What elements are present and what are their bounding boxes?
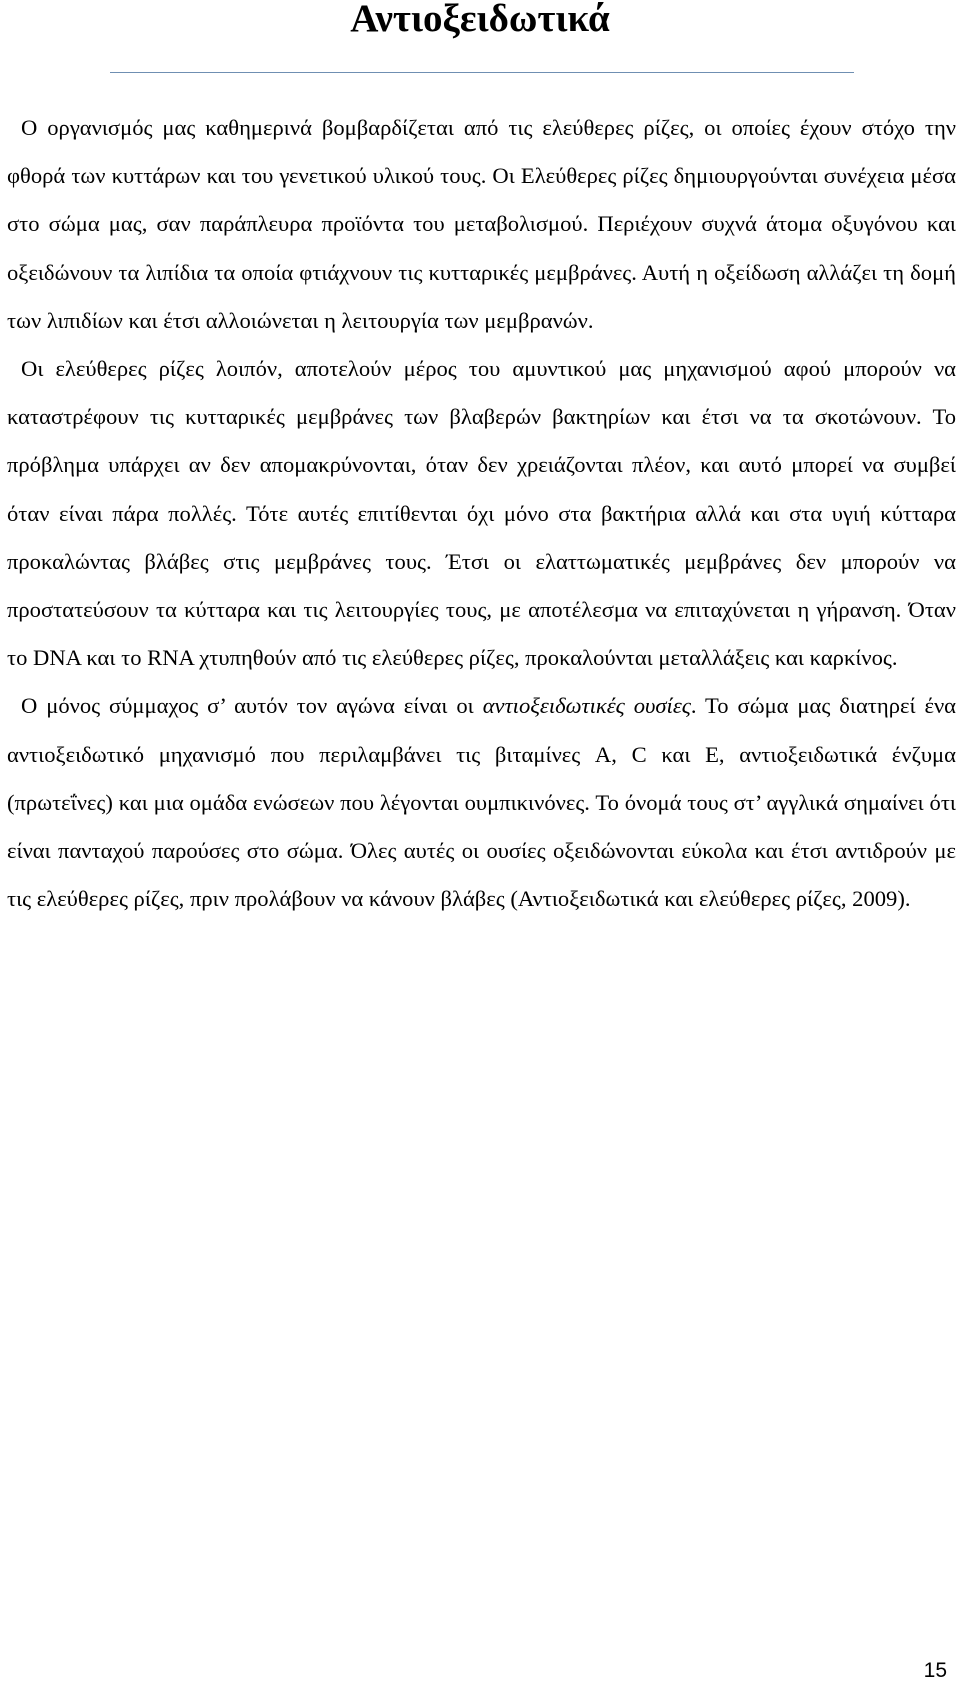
paragraph-antioxidants-start: Ο μόνος σύμμαχος σ’ αυτόν τον αγώνα είναι οι: [21, 693, 483, 719]
paragraph-antioxidants-end: . Το σώμα μας διατηρεί ένα αντιοξειδωτικό μηχανισμό που περιλαμβάνει τις βιταμίνες A, C και E, αντιοξειδωτικά ένζυμα (πρωτεΐνες) και μια ομάδα ενώσεων που λέγονται ουμπικινόνες. Το όνομά τους στ’ αγγλικά σημαίνει ότι είναι πανταχού παρούσες στο σώμα. Όλες αυτές οι ουσίες οξειδώνονται εύκολα και έτσι αντιδρούν με τις ελεύθερες ρίζες, πριν προλάβουν να κάνουν βλάβες (Αντιοξειδωτικά και ελεύθερες ρίζες, 2009).: [7, 693, 956, 912]
paragraph-free-radicals-defense: Οι ελεύθερες ρίζες λοιπόν, αποτελούν μέρος του αμυντικού μας μηχανισμού αφού μπορούν να καταστρέφουν τις κυτταρικές μεμβράνες των βλαβερών βακτηρίων και έτσι να τα σκοτώνουν. Το πρόβλημα υπάρχει αν δεν απομακρύνονται, όταν δεν χρειάζονται πλέον, και αυτό μπορεί να συμβεί όταν είναι πάρα πολλές. Τότε αυτές επιτίθενται όχι μόνο στα βακτήρια αλλά και στα υγιή κύτταρα προκαλώντας βλάβες στις μεμβράνες τους. Έτσι οι ελαττωματικές μεμβράνες δεν μπορούν να προστατεύσουν τα κύτταρα και τις λειτουργίες τους, με αποτέλεσμα να επιταχύνεται η γήρανση. Όταν το DNA και το RNA χτυπηθούν από τις ελεύθερες ρίζες, προκαλούνται μεταλλάξεις και καρκίνος.: [7, 356, 956, 671]
page-title: Αντιοξειδωτικά: [350, 0, 610, 40]
document-body: [7, 104, 956, 923]
antioxidant-substances-emphasis: αντιοξειδωτικές ουσίες: [482, 693, 691, 719]
paragraph-free-radicals-intro: Ο οργανισμός μας καθημερινά βομβαρδίζεται από τις ελεύθερες ρίζες, οι οποίες έχουν στόχο την φθορά των κυττάρων και του γενετικού υλικού τους. Οι Ελεύθερες ρίζες δημιουργούνται συνέχεια μέσα στο σώμα μας, σαν παράπλευρα προϊόντα του μεταβολισμού. Περιέχουν συχνά άτομα οξυγόνου και οξειδώνουν τα λιπίδια τα οποία φτιάχνουν τις κυτταρικές μεμβράνες. Αυτή η οξείδωση αλλάζει τη δομή των λιπιδίων και έτσι αλλοιώνεται η λειτουργία των μεμβρανών.: [7, 115, 956, 333]
page-number: 15: [923, 1659, 947, 1682]
paragraph-antioxidants: [7, 682, 956, 923]
title-underline: [110, 72, 854, 73]
